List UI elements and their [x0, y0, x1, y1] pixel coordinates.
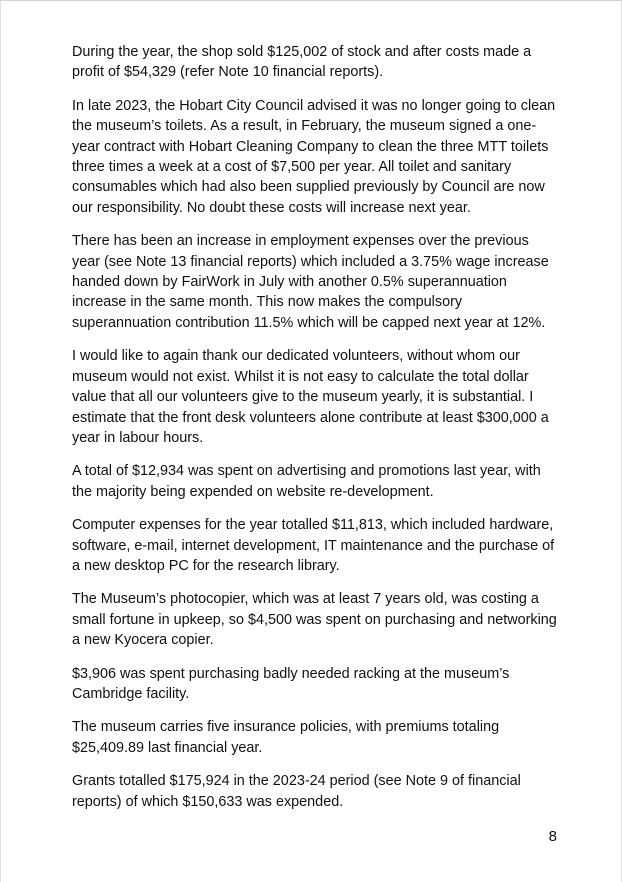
paragraph-racking: $3,906 was spent purchasing badly needed racking at the museum’s Cambridge facility. — [72, 665, 510, 702]
paragraph-computer-expenses: Computer expenses for the year totalled $11,813, which included hardware, software, e-mail, internet development, IT maintenance and the purchase of a new desktop PC for the research library. — [72, 517, 555, 574]
paragraph-advertising: A total of $12,934 was spent on advertising and promotions last year, with the majority being expended on website re-development. — [72, 463, 541, 500]
page-number: 8 — [548, 828, 557, 845]
body-text — [72, 42, 558, 825]
paragraph-photocopier: The Museum’s photocopier, which was at least 7 years old, was costing a small fortune in upkeep, so $4,500 was spent on purchasing and networking a new Kyocera copier. — [72, 591, 557, 649]
paragraph-grants: Grants totalled $175,924 in the 2023-24 period (see Note 9 of financial reports) of which $150,633 was expended. — [72, 773, 521, 810]
paragraph-toilet-cleaning: In late 2023, the Hobart City Council advised it was no longer going to clean the museum’s toilets. As a result, in February, the museum signed a one-year contract with Hobart Cleaning Company to clean the three MTT toilets three times a week at a cost of $7,500 per year. All toilet and sanitary consumables which had also been supplied previously by Council are now our responsibility. No doubt these costs will increase next year. — [72, 97, 556, 216]
paragraph-shop-sales: During the year, the shop sold $125,002 of stock and after costs made a profit of $54,329 (refer Note 10 financial reports). — [72, 44, 532, 81]
paragraph-volunteers: I would like to again thank our dedicated volunteers, without whom our museum would not exist. Whilst it is not easy to calculate the total dollar value that all our volunteers give to the museum yearly, it is substantial. I estimate that the front desk volunteers alone contribute at least $300,000 a year in labour hours. — [72, 348, 549, 446]
paragraph-employment-expenses: There has been an increase in employment expenses over the previous year (see Note 13 financial reports) which included a 3.75% wage increase handed down by FairWork in July with another 0.5% superannuation increase in the same month. This now makes the compulsory superannuation contribution 11.5% which will be capped next year at 12%. — [72, 233, 549, 331]
paragraph-insurance: The museum carries five insurance policies, with premiums totaling $25,409.89 last financial year. — [72, 719, 500, 756]
